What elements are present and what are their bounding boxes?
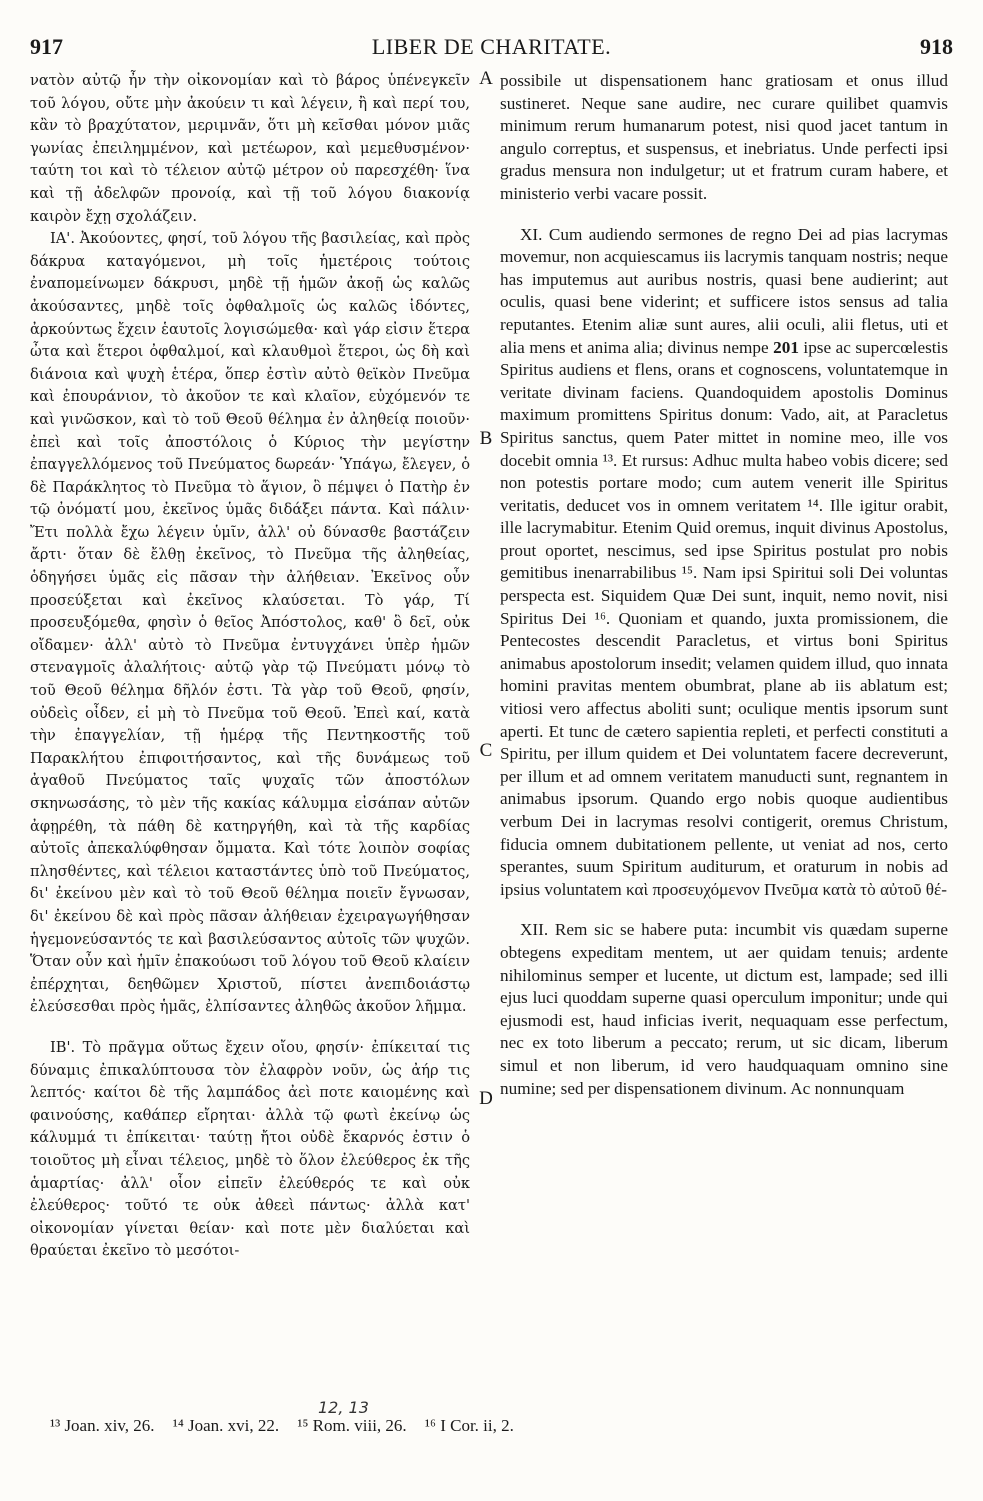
latin-paragraph-12: XII. Rem sic se habere puta: incumbit vis quædam superne obtegens expeditam mentem, ut aer quidam tenuis; ardente nihilominus semper et lucente, ut dictum est, lampade; sed illi ejus luci quoddam superne quasi operculum imponitur; unde qui ejusmodi est, haud inficias iverit, nequaquam esse perfectum, nec ex toto liberum a peccato; rerum, ut sic dicam, liberum simul et non liberum, id vero haudquaquam omnino sine numine; sed per dispensationem divinum. Ac nonnunquam [500, 920, 948, 1098]
latin-paragraph-1: possibile ut dispensationem hanc gratiosam et onus illud sustineret. Neque sane audire, nec curare quilibet quamvis minimum rerum humanarum potest, nisi quod jacet tantum in angulo correptus, et suspensus, et inebriatus. Unde perfecti ipsi gradus mensura non indulgetur; ut et fratrum curam habere, et ministerio verbi vacare possit. [500, 71, 948, 203]
latin-column [500, 70, 948, 1100]
greek-paragraph-1: νατὸν αὐτῷ ἦν τὴν οἰκονομίαν καὶ τὸ βάρος ὑπένεγκεῖν τοῦ λόγου, οὔτε μὴν ἀκούειν τι καὶ λέγειν, ἢ καὶ περί του, κἂν τὸ βραχύτατον, μεριμνᾶν, ὅτι μὴ κεῖσθαι μόνον μιᾶς γωνίας ἐπειλημμένον, καὶ μετέωρον, καὶ μεμεθυσμένον· ταύτη τοι καὶ τὸ τέλειον αὐτῷ μέτρον οὐ παρεσχέθη· ἵνα καὶ τῇ ἀδελφῶν προνοίᾳ, καὶ τῇ τοῦ λόγου διακονίᾳ καιρὸν ἔχῃ σχολάζειν. [30, 72, 470, 225]
margin-marker-d: D [479, 1088, 493, 1109]
footnote-15: ¹⁵ Rom. viii, 26. [297, 1416, 407, 1435]
footnote-16: ¹⁶ I Cor. ii, 2. [424, 1416, 514, 1435]
latin-paragraph-11-start: XI. Cum audiendo sermones de regno Dei ad pias lacrymas movemur, non acquiescamus iis lacrymis tanquam nostris; neque has imputemus aut auribus nostris, quasi bene audierint; aut oculis, quasi bene viderint; et sufficere istos sensus ad talia reputantes. Etenim aliæ sunt aures, alii oculi, alii fletus, uti et alia mens et anima alia; divinus nempe [500, 224, 948, 357]
page-header [30, 34, 953, 64]
margin-marker-c: C [479, 740, 493, 761]
latin-paragraph-11 [500, 224, 948, 902]
running-title: LIBER DE CHARITATE. [371, 34, 612, 59]
column-number: 201 [773, 337, 799, 357]
footnote-13: ¹³ Joan. xiv, 26. [50, 1416, 155, 1435]
latin-paragraph-11-rest: ipse ac supercœlestis Spiritus audiens et flens, orans et cognoscens, voluntatemque in veritate divinam faciens. Quandoquidem apostolis Dominus maximum promittens Spiritus donum: Vado, ait, at Paracletus Spiritus sanctus, quem Pater mittet in nomine meo, ille vos docebit omnia ¹³. Et rursus: Adhuc multa habeo vobis dicere; sed non potestis portare modo; cum autem venerit ille Spiritus veritatis, deducet vos in omnem veritatem ¹⁴. Ille igitur orabit, ille lacrymabitur. Etenim Quid oremus, inquit divinus Apostolus, prout oportet, nescimus, sed ipse Spiritus postulat pro nobis gemitibus inenarrabilibus ¹⁵. Nam ipsi Spiritui soli Dei voluntas perspecta est. Siquidem Quæ Dei sunt, inquit, nemo novit, nisi Spiritus Dei ¹⁶. Quoniam et quando, juxta promissionem, die Pentecostes descendit Paracletus, et virtus boni Spiritus animabus apostolorum insedit; velamen quidem illud, quo innata homini pravitas mentem obumbrat, plane ab iis ablatum est; vitiosi vero affectus aboliti sunt; oculique mentis ipsorum sunt aperti. Et tunc de cætero sapientia repleti, et perfecti constituti a Spiritu, per illum quidem et Dei voluntatem facere decreverunt, per illum et ad omnem veritatem manuducti sunt, regnantem in animabus ipsorum. Quando ergo nobis quoque audientibus verbum Dei in lacrymas resolvi contigerit, oremus Christum, fiducia omnem dubitationem pellente, ut veniat ad nos, certo sperantes, suum Spiritum auditurum, et oraturum in nobis ad ipsius voluntatem καὶ προσευχόμενον Πνεῦμα κατὰ τὸ αὐτοῦ θέ- [500, 337, 949, 899]
margin-marker-b: B [479, 428, 493, 449]
handwritten-annotation: 12, 13 [318, 1398, 369, 1417]
greek-paragraph-12: ΙΒ'. Τὸ πρᾶγμα οὕτως ἔχειν οἴου, φησίν· ἐπίκειταί τις δύναμις ἐπικαλύπτουσα τὸν ἐλαφρὸν νοῦν, ὡς ἀήρ τις λεπτός· καίτοι δὲ τῆς λαμπάδος ἀεὶ ποτε καιομένης καὶ φαινούσης, καθάπερ εἴρηται· ἀλλὰ τῷ φωτὶ ἐκείνῳ ὡς κάλυμμά τι ἐπίκειται· ταύτῃ ἤτοι οὐδὲ ἔκαρνός ἐστιν ὁ τοιοῦτος μὴ εἶναι τέλειος, μηδὲ τὸ ὅλον ἐλεύθερος ἐκ τῆς ἁμαρτίας· ἀλλ' οἷον εἰπεῖν ἐλεύθερός τε καὶ οὐκ ἐλεύθερος· τοῦτό τε οὐκ ἀθεεὶ πάντως· ἀλλὰ κατ' οἰκονομίαν γίνεται θείαν· καὶ ποτε μὲν διαλύεται καὶ θραύεται ἐκεῖνο τὸ μεσότοι- [30, 1038, 470, 1260]
margin-marker-a: A [479, 68, 493, 89]
page-number-left: 917 [30, 34, 63, 59]
greek-paragraph-11: ΙΑ'. Ἀκούοντες, φησί, τοῦ λόγου τῆς βασιλείας, καὶ πρὸς δάκρυα καταγόμενοι, μὴ τοῖς ἡμετέροις τούτοις ἐναπομείνωμεν δάκρυσι, μηδὲ τῇ ἡμῶν ἀκοῇ ὡς καλῶς ἀκούσαντες, μηδὲ τοῖς ὀφθαλμοῖς ὡς καλῶς ἰδόντες, ἀρκούντως ἔχειν ἑαυτοῖς λογισώμεθα· καὶ γάρ εἰσιν ἕτερα ὦτα καὶ ἕτεροι ὀφθαλμοί, καὶ κλαυθμοὶ ἕτεροι, ὡς δὴ καὶ διάνοια καὶ ψυχὴ ἑτέρα, ὅπερ ἐστὶν αὐτὸ θεϊκὸν Πνεῦμα καὶ ἐπουράνιον, τὸ ἀκοῦον τε καὶ κλαῖον, εὐχόμενόν τε καὶ γινῶσκον, καὶ τὸ τοῦ Θεοῦ θέλημα ἐν ἀληθείᾳ ποιοῦν· ἐπεὶ καὶ τοῖς ἀποστόλοις ὁ Κύριος τὴν μεγίστην ἐπαγγελλόμενος τοῦ Πνεύματος δωρεάν· Ὑπάγω, ἔλεγεν, ὁ δὲ Παράκλητος τὸ Πνεῦμα τὸ ἅγιον, ὃ πέμψει ὁ Πατὴρ ἐν τῷ ὀνόματί μου, ἐκεῖνος ὑμᾶς διδάξει πάντα. Καὶ πάλιν· Ἔτι πολλὰ ἔχω λέγειν ὑμῖν, ἀλλ' οὐ δύνασθε βαστάζειν ἄρτι· ὅταν δὲ ἔλθῃ ἐκεῖνος, τὸ Πνεῦμα τῆς ἀληθείας, ὁδηγήσει ὑμᾶς εἰς πᾶσαν τὴν ἀλήθειαν. Ἐκεῖνος οὖν προσεύξεται καὶ ἐκεῖνος κλαύσεται. Τὸ γάρ, Τί προσευξόμεθα, φησὶν ὁ θεῖος Ἀπόστολος, καθ' ὃ δεῖ, οὐκ οἴδαμεν· ἀλλ' αὐτὸ τὸ Πνεῦμα ἐντυγχάνει ὑπὲρ ἡμῶν στεναγμοῖς ἀλαλήτοις· αὐτῷ γὰρ τῷ Πνεύματι μόνῳ τὸ τοῦ Θεοῦ θέλημα δῆλόν ἐστι. Τὰ γὰρ τοῦ Θεοῦ, φησίν, οὐδεὶς οἶδεν, εἰ μὴ τὸ Πνεῦμα τοῦ Θεοῦ. Ἐπεὶ καί, κατὰ τὴν ἐπαγγελίαν, τῇ ἡμέρᾳ τῆς Πεντηκοστῆς τοῦ Παρακλήτου ἐπιφοιτήσαντος, καὶ τῆς δυνάμεως τοῦ ἀγαθοῦ Πνεύματος ταῖς ψυχαῖς τῶν ἀποστόλων σκηνωσάσης, τὸ μὲν τῆς κακίας κάλυμμα εἰσάπαν αὐτῶν ἀφῃρέθη, τὰ πάθη δὲ κατηργήθη, καὶ τὰ τῆς καρδίας αὐτοῖς ἀπεκαλύφθησαν ὄμματα. Καὶ τότε λοιπὸν σοφίας πλησθέντες, καὶ τέλειοι καταστάντες ὑπὸ τοῦ Πνεύματος, δι' ἐκείνου μὲν καὶ τὸ τοῦ Θεοῦ θέλημα ποιεῖν ἔγνωσαν, δι' ἐκείνου δὲ καὶ πρὸς πᾶσαν ἀλήθειαν ἐχειραγωγήθησαν ἡγεμονεύσαντός τε καὶ βασιλεύσαντος αὐτοῖς τῶν ψυχῶν. Ὅταν οὖν καὶ ἡμῖν ἐπακούωσι τοῦ λόγου τοῦ Θεοῦ κλαίειν ἐπέρχηται, δεηθῶμεν Χριστοῦ, πίστει ἀνεπιδοιάστῳ ἐλεύσεσθαι πρὸς ἡμᾶς, ἐλπίσαντες ἀληθῶς ἀκοῦον λῆμμα. [30, 230, 470, 1016]
footnote-14: ¹⁴ Joan. xvi, 22. [172, 1416, 280, 1435]
greek-column [30, 70, 470, 1263]
page-number-right: 918 [920, 34, 953, 59]
footnotes [50, 1416, 953, 1436]
